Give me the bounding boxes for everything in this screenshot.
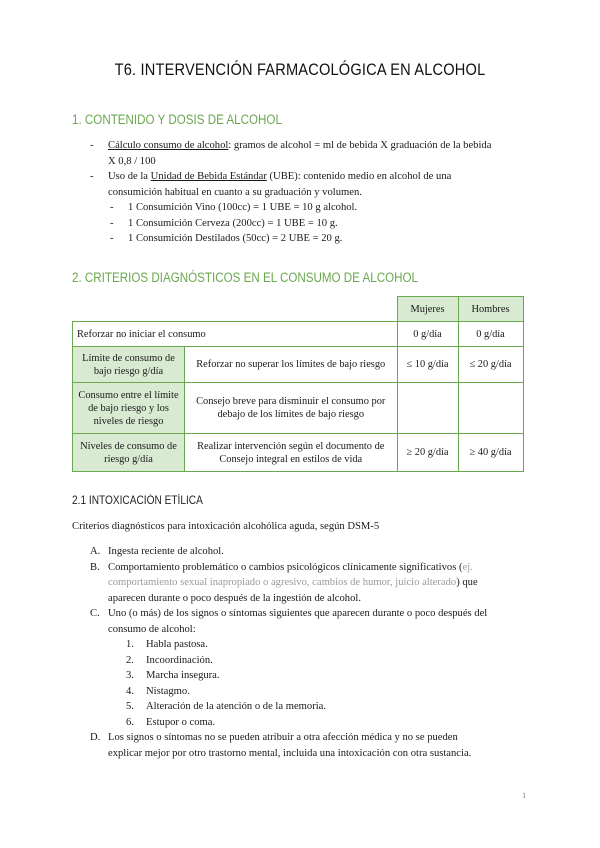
list-dash: -	[110, 217, 114, 229]
section21-heading: 2.1 INTOXICACIÓN ETÍLICA	[72, 495, 203, 507]
dsm5-criteria-list	[90, 544, 526, 761]
row1-hombres: 0 g/día	[458, 322, 523, 347]
criterion-d-line2: explicar mejor por otro trastorno mental, incluida una intoxicación con otra sustancia.	[108, 747, 472, 759]
symptom-number: 4.	[126, 685, 134, 697]
section2-heading: 2. CRITERIOS DIAGNÓSTICOS EN EL CONSUMO DE ALCOHOL	[72, 270, 419, 285]
calculo-term: Cálculo consumo de alcohol	[108, 140, 229, 151]
row4-label: Niveles de consumo de riesgo g/día	[73, 434, 185, 472]
criterion-letter: A.	[90, 546, 101, 557]
empty-cell	[73, 297, 185, 322]
symptom-item	[90, 684, 526, 700]
criterion-d-line1: Los signos o síntomas no se pueden atribuir a otra afección médica y no se pueden	[108, 732, 458, 743]
list-item-ube	[90, 169, 526, 200]
criterion-d	[90, 730, 526, 761]
list-dash: -	[90, 171, 94, 182]
symptom-item	[90, 637, 526, 653]
calculo-text-line2: X 0,8 / 100	[108, 155, 156, 167]
symptom-number: 1.	[126, 639, 134, 650]
symptom-number: 3.	[126, 670, 134, 681]
subitem-text: 1 Consumición Vino (100cc) = 1 UBE = 10 g alcohol.	[128, 202, 358, 213]
ube-prefix: Uso de la	[108, 171, 151, 182]
row3-hombres	[458, 383, 523, 434]
section1-list	[90, 138, 526, 247]
subitem-text: 1 Consumición Destilados (50cc) = 2 UBE = 20 g.	[128, 233, 343, 244]
empty-cell	[185, 297, 398, 322]
list-dash: -	[110, 202, 114, 213]
row4-mujeres: ≥ 20 g/día	[397, 434, 458, 472]
ube-text-line2: consumición habitual en cuanto a su graduación y volumen.	[108, 186, 362, 198]
ube-subitem-vino	[90, 200, 526, 216]
row3-mujeres	[397, 383, 458, 434]
symptom-item	[90, 715, 526, 731]
symptom-text: Estupor o coma.	[146, 716, 216, 728]
row3-action: Consejo breve para disminuir el consumo por debajo de los límites de bajo riesgo	[185, 383, 398, 434]
page-number: 1	[522, 790, 527, 800]
row1-label: Reforzar no iniciar el consumo	[73, 322, 398, 347]
criterion-letter: C.	[90, 608, 100, 619]
row2-label: Límite de consumo de bajo riesgo g/día	[73, 347, 185, 383]
criterion-text: Ingesta reciente de alcohol.	[108, 546, 224, 557]
row4-action: Realizar intervención según el documento de Consejo integral en estilos de vida	[185, 434, 398, 472]
calculo-formula: : gramos de alcohol = ml de bebida X graduación de la bebida	[228, 140, 492, 151]
criterion-b-examples: comportamiento sexual inapropiado o agresivo, cambios de humor, juicio alterado	[108, 577, 457, 588]
symptom-number: 6.	[126, 716, 134, 728]
subitem-text: 1 Consumición Cerveza (200cc) = 1 UBE = 10 g.	[128, 217, 338, 229]
section21-intro: Criterios diagnósticos para intoxicación alcohólica aguda, según DSM-5	[72, 521, 380, 532]
symptom-number: 5.	[126, 701, 134, 712]
criterion-b-example-start: ej.	[462, 561, 473, 573]
list-item-calculo	[90, 138, 526, 169]
criterion-c	[90, 606, 526, 637]
table-row	[73, 434, 524, 472]
list-dash: -	[90, 140, 94, 151]
table-header-row	[73, 297, 524, 322]
criteria-table	[72, 296, 524, 472]
list-dash: -	[110, 233, 114, 244]
criterion-letter: D.	[90, 732, 101, 743]
ube-subitem-cerveza	[90, 216, 526, 232]
row2-action: Reforzar no superar los límites de bajo riesgo	[185, 347, 398, 383]
row2-hombres: ≤ 20 g/día	[458, 347, 523, 383]
symptom-text: Marcha insegura.	[146, 670, 220, 681]
symptom-text: Habla pastosa.	[146, 639, 208, 650]
row1-mujeres: 0 g/día	[397, 322, 458, 347]
criterion-b-text-cont: ) que	[456, 577, 478, 588]
symptom-item	[90, 653, 526, 669]
ube-text-line1	[108, 171, 451, 182]
criterion-b-line2	[108, 577, 478, 588]
header-mujeres: Mujeres	[397, 297, 458, 322]
row2-mujeres: ≤ 10 g/día	[397, 347, 458, 383]
criterion-b-line3: aparecen durante o poco después de la ingestión de alcohol.	[108, 592, 361, 604]
row3-label: Consumo entre el límite de bajo riesgo y los niveles de riesgo	[73, 383, 185, 434]
symptom-text: Incoordinación.	[146, 654, 213, 666]
table-row	[73, 383, 524, 434]
ube-term: Unidad de Bebida Estándar	[150, 171, 267, 182]
page-title: T6. INTERVENCIÓN FARMACOLÓGICA EN ALCOHOL	[114, 60, 486, 79]
criterion-b-line1	[108, 562, 473, 573]
symptom-item	[90, 668, 526, 684]
criterion-b	[90, 560, 526, 607]
symptom-text: Nistagmo.	[146, 685, 190, 697]
symptom-text: Alteración de la atención o de la memoria.	[146, 701, 327, 712]
table-row	[73, 322, 524, 347]
symptom-number: 2.	[126, 654, 134, 666]
criterion-a	[90, 544, 526, 560]
table-row	[73, 347, 524, 383]
criterion-b-text: Comportamiento problemático o cambios psicológicos clínicamente significativos (	[108, 561, 463, 573]
criterion-c-line2: consumo de alcohol:	[108, 623, 196, 635]
section1-heading: 1. CONTENIDO Y DOSIS DE ALCOHOL	[72, 112, 282, 127]
criterion-c-line1: Uno (o más) de los signos o síntomas siguientes que aparecen durante o poco después del	[108, 608, 488, 619]
calculo-text-line1	[108, 140, 491, 151]
criterion-letter: B.	[90, 561, 100, 573]
ube-subitem-destilados	[90, 231, 526, 247]
symptom-item	[90, 699, 526, 715]
header-hombres: Hombres	[458, 297, 523, 322]
row4-hombres: ≥ 40 g/día	[458, 434, 523, 472]
ube-desc: (UBE): contenido medio en alcohol de una	[266, 171, 452, 182]
